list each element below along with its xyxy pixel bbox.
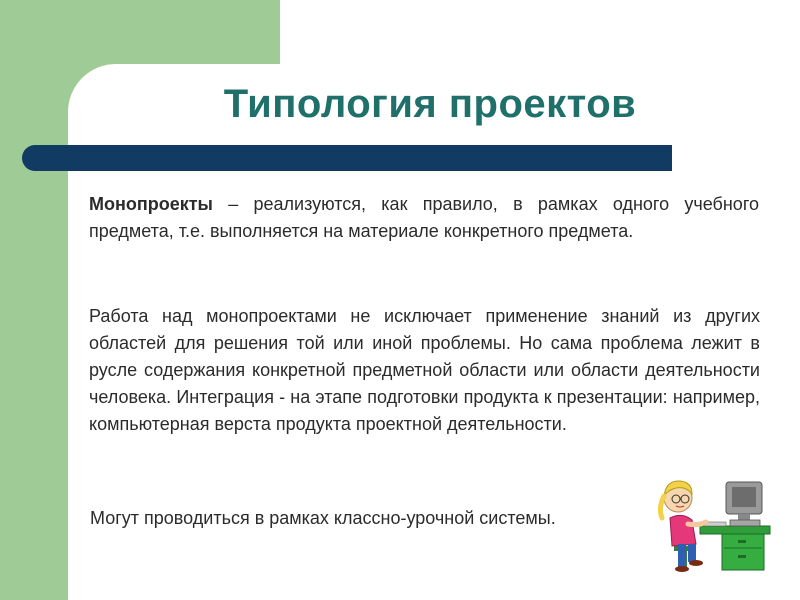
title-divider-bar	[22, 145, 672, 171]
paragraph-integration: Работа над монопроектами не исключает применение знаний из других областей для решения той или иной проблемы. Но сама проблема лежит в русле содержания конкретной предметной области или области деятельности человека. Интеграция - на этапе подготовки продукта к презентации: например, компьютерная верста продукта проектной деятельности.	[89, 306, 760, 434]
definition-text: – реализуются, как правило, в рамках одного учебного предмета, т.е. выполняется на материале конкретного предмета.	[89, 194, 759, 241]
paragraph-class-system: Могут проводиться в рамках классно-урочной системы.	[90, 508, 556, 528]
paragraph-monoprojects	[89, 191, 759, 245]
slide-title: Типология проектов	[223, 82, 637, 126]
girl-at-computer-icon	[652, 468, 776, 574]
term-monoprojects: Монопроекты	[89, 194, 213, 214]
